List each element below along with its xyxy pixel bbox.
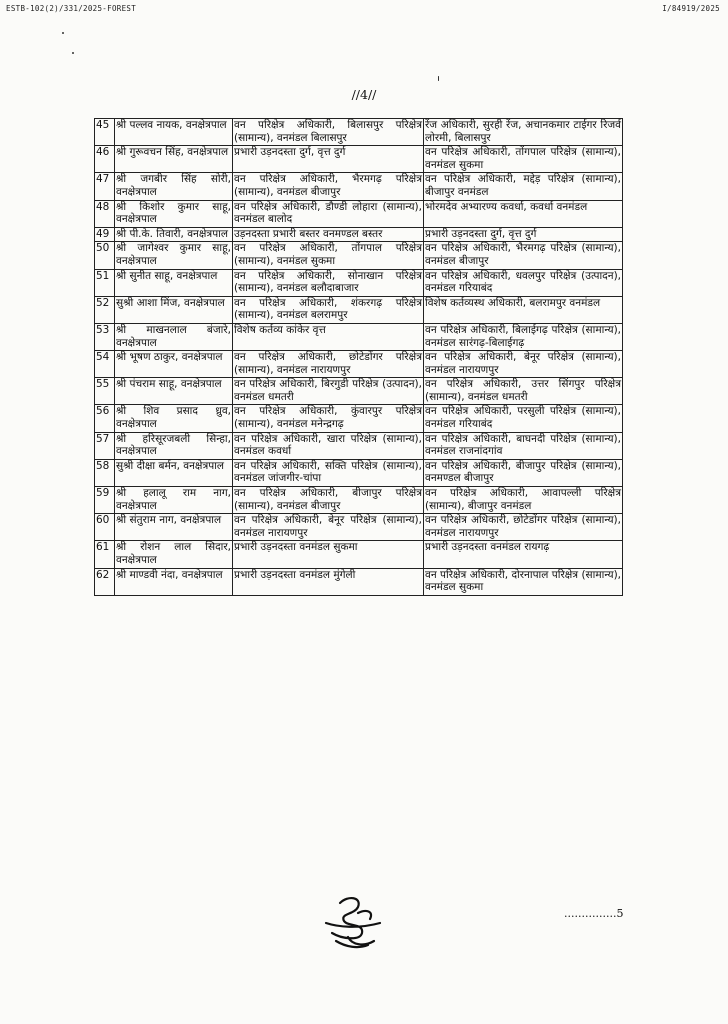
current-posting: वन परिक्षेत्र अधिकारी, भैरमगढ़ परिक्षेत्र (सामान्य), वनमंडल बीजापुर: [233, 173, 424, 200]
table-row: [95, 146, 623, 173]
new-posting: वन परिक्षेत्र अधिकारी, मद्देड़ परिक्षेत्र (सामान्य), बीजापुर वनमंडल: [424, 173, 623, 200]
officer-name: श्री हलालू राम नाग, वनक्षेत्रपाल: [115, 487, 233, 514]
table-row: [95, 487, 623, 514]
new-posting: प्रभारी उड़नदस्ता दुर्ग, वृत्त दुर्ग: [424, 227, 623, 242]
table-row: [95, 269, 623, 296]
serial-number: 50: [95, 242, 115, 269]
serial-number: 46: [95, 146, 115, 173]
current-posting: वन परिक्षेत्र अधिकारी, छोटेडोंगर परिक्षेत्र (सामान्य), वनमंडल नारायणपुर: [233, 351, 424, 378]
speck-mark: [438, 76, 439, 81]
officer-name: श्री शिव प्रसाद ध्रुव, वनक्षेत्रपाल: [115, 405, 233, 432]
table-row: [95, 568, 623, 595]
current-posting: वन परिक्षेत्र अधिकारी, बिलासपुर परिक्षेत्र (सामान्य), वनमंडल बिलासपुर: [233, 119, 424, 146]
officer-name: श्री सुनीत साहू, वनक्षेत्रपाल: [115, 269, 233, 296]
new-posting: वन परिक्षेत्र अधिकारी, बीजापुर परिक्षेत्र (सामान्य), वनमण्डल बीजापुर: [424, 459, 623, 486]
table-row: [95, 459, 623, 486]
current-posting: वन परिक्षेत्र अधिकारी, बीजापुर परिक्षेत्र (सामान्य), वनमंडल बीजापुर: [233, 487, 424, 514]
table-row: [95, 242, 623, 269]
current-posting: वन परिक्षेत्र अधिकारी, सोनाखान परिक्षेत्र (सामान्य), वनमंडल बलौदाबाजार: [233, 269, 424, 296]
officer-name: श्री माखनलाल बंजारे, वनक्षेत्रपाल: [115, 323, 233, 350]
current-posting: वन परिक्षेत्र अधिकारी, कुंवारपुर परिक्षेत्र (सामान्य), वनमंडल मनेन्द्रगढ़: [233, 405, 424, 432]
officer-name: श्री हरिसूरजबली सिन्हा, वनक्षेत्रपाल: [115, 432, 233, 459]
serial-number: 56: [95, 405, 115, 432]
document-number: I/84919/2025: [662, 4, 720, 13]
new-posting: वन परिक्षेत्र अधिकारी, बिलाईगढ़ परिक्षेत्र (सामान्य), वनमंडल सारंगढ़-बिलाईगढ़: [424, 323, 623, 350]
new-posting: वन परिक्षेत्र अधिकारी, भैरमगढ़ परिक्षेत्र (सामान्य), वनमंडल बीजापुर: [424, 242, 623, 269]
officer-name: श्री जगबीर सिंह सोरी, वनक्षेत्रपाल: [115, 173, 233, 200]
new-posting: प्रभारी उड़नदस्ता वनमंडल रायगढ़: [424, 541, 623, 568]
current-posting: वन परिक्षेत्र अधिकारी, डौण्डी लोहारा (सामान्य), वनमंडल बालोद: [233, 200, 424, 227]
current-posting: वन परिक्षेत्र अधिकारी, बिरगुडी परिक्षेत्र (उत्पादन), वनमंडल धमतरी: [233, 378, 424, 405]
table-row: [95, 119, 623, 146]
officer-name: श्री पी.के. तिवारी, वनक्षेत्रपाल: [115, 227, 233, 242]
serial-number: 55: [95, 378, 115, 405]
serial-number: 61: [95, 541, 115, 568]
table-row: [95, 378, 623, 405]
new-posting: वन परिक्षेत्र अधिकारी, परसुली परिक्षेत्र (सामान्य), वनमंडल गरियाबंद: [424, 405, 623, 432]
officer-name: श्री पल्लव नायक, वनक्षेत्रपाल: [115, 119, 233, 146]
current-posting: प्रभारी उड़नदस्ता वनमंडल सुकमा: [233, 541, 424, 568]
current-posting: उड़नदस्ता प्रभारी बस्तर वनमण्डल बस्तर: [233, 227, 424, 242]
current-posting: प्रभारी उड़नदस्ता दुर्ग, वृत्त दुर्ग: [233, 146, 424, 173]
new-posting: वन परिक्षेत्र अधिकारी, बेनूर परिक्षेत्र (सामान्य), वनमंडल नारायणपुर: [424, 351, 623, 378]
officer-name: श्री भूषण ठाकुर, वनक्षेत्रपाल: [115, 351, 233, 378]
current-posting: वन परिक्षेत्र अधिकारी, तोंगपाल परिक्षेत्र (सामान्य), वनमंडल सुकमा: [233, 242, 424, 269]
speck-mark: [72, 52, 74, 54]
table-row: [95, 323, 623, 350]
table-row: [95, 200, 623, 227]
current-posting: वन परिक्षेत्र अधिकारी, बेनूर परिक्षेत्र (सामान्य), वनमंडल नारायणपुर: [233, 514, 424, 541]
new-posting: वन परिक्षेत्र अधिकारी, आवापल्ली परिक्षेत्र (सामान्य), बीजापुर वनमंडल: [424, 487, 623, 514]
current-posting: वन परिक्षेत्र अधिकारी, खारा परिक्षेत्र (सामान्य), वनमंडल कवर्धा: [233, 432, 424, 459]
new-posting: भोरमदेव अभ्यारण्य कवर्धा, कवर्धा वनमंडल: [424, 200, 623, 227]
serial-number: 53: [95, 323, 115, 350]
table-row: [95, 296, 623, 323]
file-reference: ESTB-102(2)/331/2025-FOREST: [6, 4, 137, 13]
new-posting: वन परिक्षेत्र अधिकारी, बाघनदी परिक्षेत्र (सामान्य), वनमंडल राजनांदगांव: [424, 432, 623, 459]
current-posting: विशेष कर्तव्य कांकेर वृत्त: [233, 323, 424, 350]
new-posting: वन परिक्षेत्र अधिकारी, धवलपुर परिक्षेत्र (उत्पादन), वनमंडल गरियाबंद: [424, 269, 623, 296]
new-posting: रेंज अधिकारी, सुरही रेंज, अचानकमार टाईगर रिजर्व लोरमी, बिलासपुर: [424, 119, 623, 146]
officer-name: श्री किशोर कुमार साहू, वनक्षेत्रपाल: [115, 200, 233, 227]
new-posting: विशेष कर्तव्यस्थ अधिकारी, बलरामपुर वनमंडल: [424, 296, 623, 323]
serial-number: 60: [95, 514, 115, 541]
officer-name: सुश्री दीक्षा बर्मन, वनक्षेत्रपाल: [115, 459, 233, 486]
new-posting: वन परिक्षेत्र अधिकारी, तोंगपाल परिक्षेत्र (सामान्य), वनमंडल सुकमा: [424, 146, 623, 173]
table-row: [95, 405, 623, 432]
officer-name: श्री गुरूवचन सिंह, वनक्षेत्रपाल: [115, 146, 233, 173]
continued-marker: ...............5: [564, 907, 624, 920]
table-row: [95, 541, 623, 568]
officer-name: श्री रोशन लाल सिदार, वनक्षेत्रपाल: [115, 541, 233, 568]
officer-name: श्री जागेश्वर कुमार साहू, वनक्षेत्रपाल: [115, 242, 233, 269]
serial-number: 62: [95, 568, 115, 595]
current-posting: प्रभारी उड़नदस्ता वनमंडल मुंगेली: [233, 568, 424, 595]
table-row: [95, 514, 623, 541]
serial-number: 54: [95, 351, 115, 378]
serial-number: 47: [95, 173, 115, 200]
table-row: [95, 351, 623, 378]
serial-number: 58: [95, 459, 115, 486]
officer-name: श्री संतुराम नाग, वनक्षेत्रपाल: [115, 514, 233, 541]
speck-mark: [62, 32, 64, 34]
officer-name: सुश्री आशा मिंज, वनक्षेत्रपाल: [115, 296, 233, 323]
serial-number: 48: [95, 200, 115, 227]
page-marker: //4//: [351, 87, 377, 102]
serial-number: 51: [95, 269, 115, 296]
officer-name: श्री माण्डवी नंदा, वनक्षेत्रपाल: [115, 568, 233, 595]
table-row: [95, 432, 623, 459]
serial-number: 49: [95, 227, 115, 242]
current-posting: वन परिक्षेत्र अधिकारी, शंकरगढ़ परिक्षेत्र (सामान्य), वनमंडल बलरामपुर: [233, 296, 424, 323]
current-posting: वन परिक्षेत्र अधिकारी, सक्ति परिक्षेत्र (सामान्य), वनमंडल जांजगीर-चांपा: [233, 459, 424, 486]
new-posting: वन परिक्षेत्र अधिकारी, दोरनापाल परिक्षेत्र (सामान्य), वनमंडल सुकमा: [424, 568, 623, 595]
table-row: [95, 173, 623, 200]
officer-name: श्री पंचराम साहू, वनक्षेत्रपाल: [115, 378, 233, 405]
new-posting: वन परिक्षेत्र अधिकारी, छोटेडोंगर परिक्षेत्र (सामान्य), वनमंडल नारायणपुर: [424, 514, 623, 541]
serial-number: 59: [95, 487, 115, 514]
table-row: [95, 227, 623, 242]
new-posting: वन परिक्षेत्र अधिकारी, उत्तर सिंगपुर परिक्षेत्र (सामान्य), वनमंडल धमतरी: [424, 378, 623, 405]
serial-number: 52: [95, 296, 115, 323]
serial-number: 57: [95, 432, 115, 459]
transfer-table: [94, 118, 623, 596]
signature: [318, 893, 388, 953]
serial-number: 45: [95, 119, 115, 146]
